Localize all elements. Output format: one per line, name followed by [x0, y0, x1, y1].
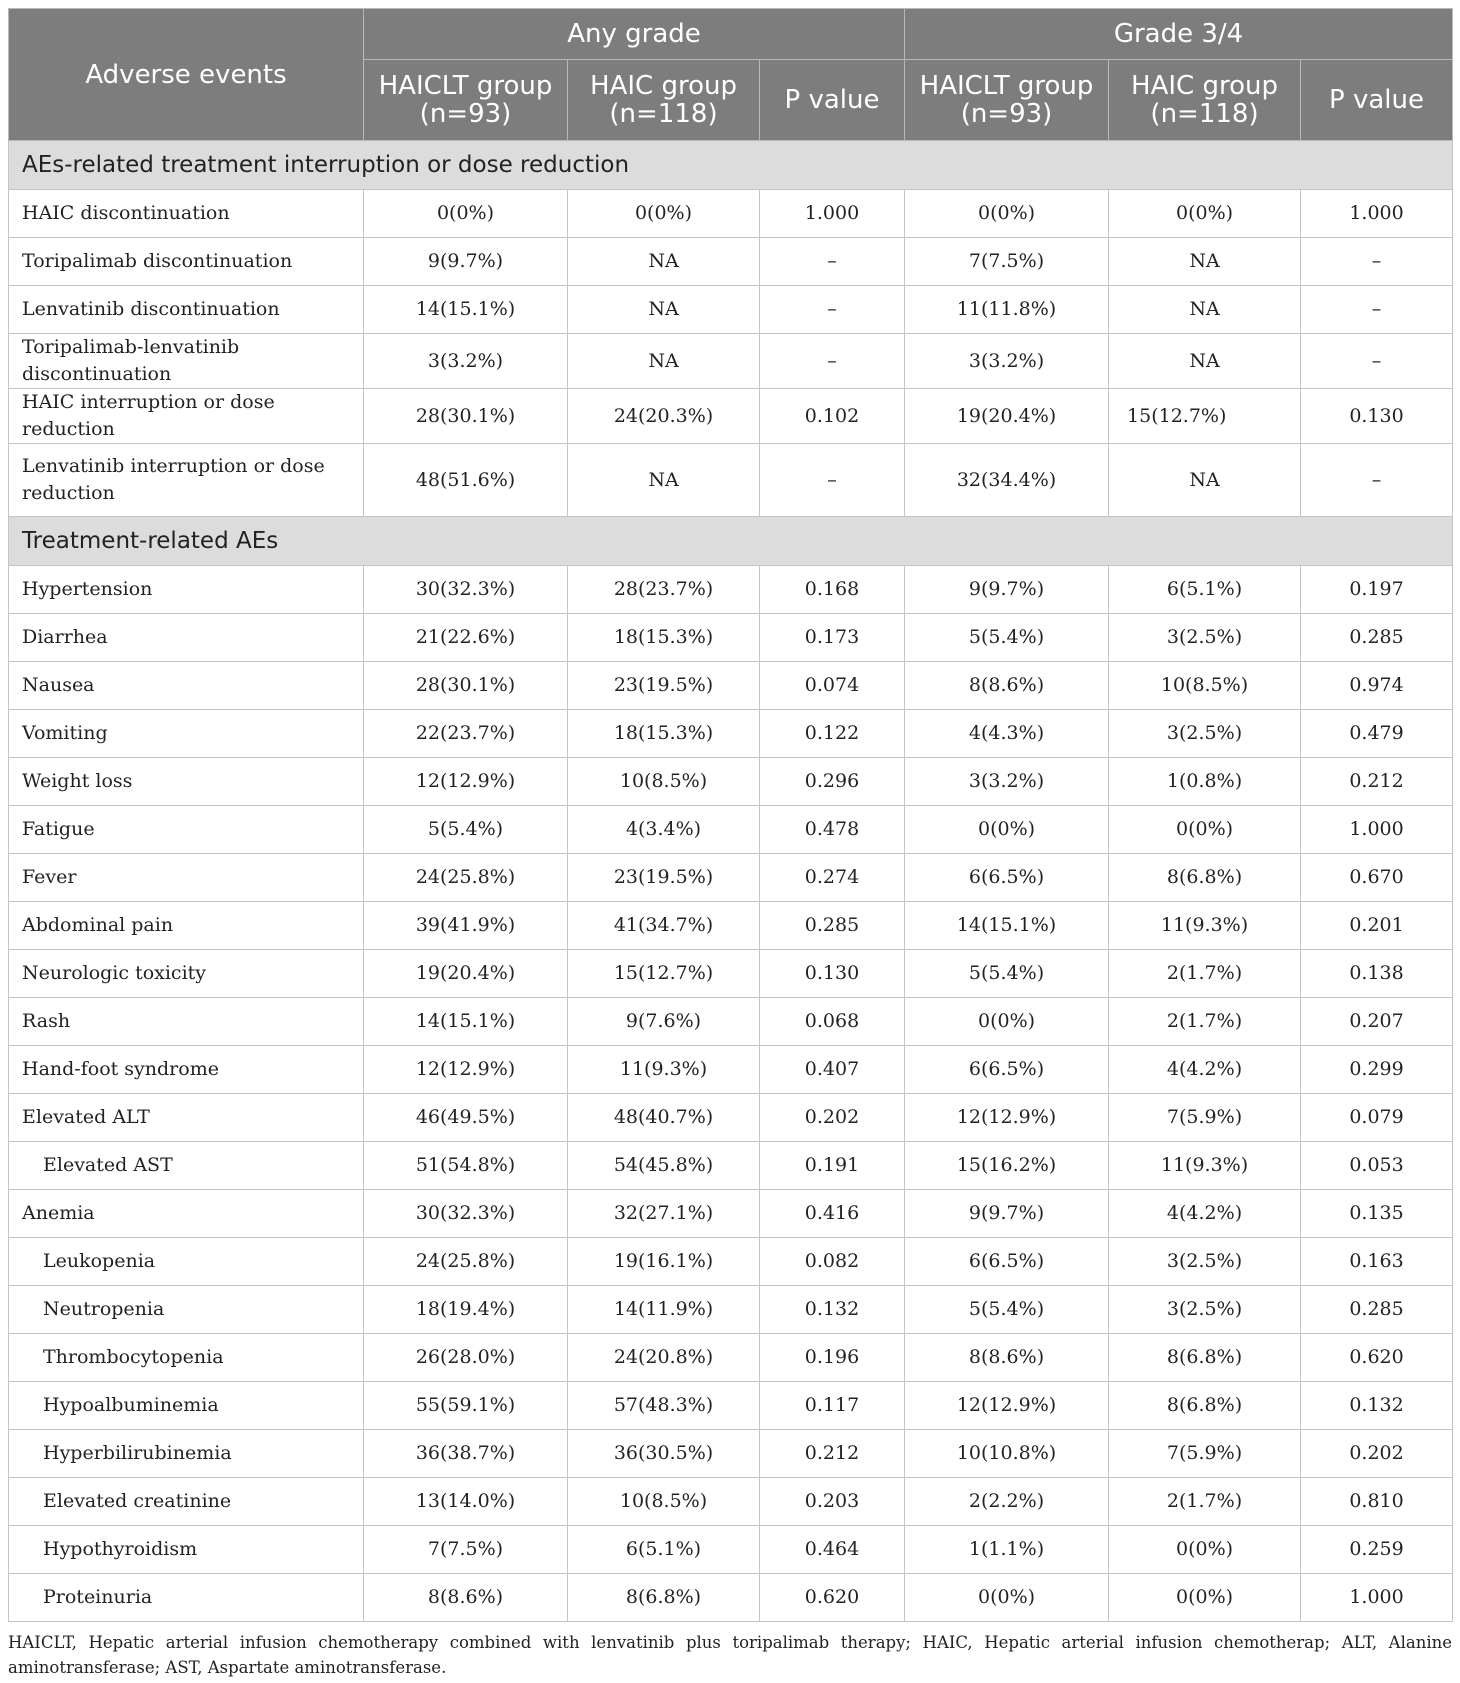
table-row: [9, 1046, 1453, 1094]
cell-g34-haiclt: 12(12.9%): [905, 1094, 1109, 1142]
cell-any-haiclt: 30(32.3%): [364, 1190, 568, 1238]
header-any-haic: HAIC group (n=118): [568, 60, 760, 141]
cell-g34-haiclt: 9(9.7%): [905, 1190, 1109, 1238]
cell-any-haiclt: 8(8.6%): [364, 1574, 568, 1622]
cell-any-p-value: 0.620: [760, 1574, 905, 1622]
cell-any-haic: 28(23.7%): [568, 566, 760, 614]
cell-g34-haiclt: 11(11.8%): [905, 286, 1109, 334]
page: [8, 8, 1452, 1680]
cell-g34-haic: NA: [1109, 334, 1301, 389]
table-row: [9, 614, 1453, 662]
cell-any-p-value: –: [760, 286, 905, 334]
table-row: [9, 1478, 1453, 1526]
table-row: [9, 334, 1453, 389]
cell-g34-haic: NA: [1109, 444, 1301, 517]
table-row: [9, 710, 1453, 758]
row-label: Hypoalbuminemia: [9, 1382, 364, 1430]
cell-any-haiclt: 21(22.6%): [364, 614, 568, 662]
row-label: Fever: [9, 854, 364, 902]
cell-g34-haic: 0(0%): [1109, 1526, 1301, 1574]
table-row: [9, 1190, 1453, 1238]
cell-any-haiclt: 19(20.4%): [364, 950, 568, 998]
header-any-grade: Any grade: [364, 9, 905, 60]
table-row: [9, 1526, 1453, 1574]
cell-g34-haiclt: 3(3.2%): [905, 334, 1109, 389]
cell-g34-p-value: 0.974: [1301, 662, 1453, 710]
cell-g34-p-value: 0.285: [1301, 1286, 1453, 1334]
table-row: [9, 1382, 1453, 1430]
row-label: Toripalimab discontinuation: [9, 238, 364, 286]
cell-any-haic: NA: [568, 238, 760, 286]
cell-any-haic: 23(19.5%): [568, 662, 760, 710]
table-row: [9, 1094, 1453, 1142]
cell-any-haic: 11(9.3%): [568, 1046, 760, 1094]
cell-any-p-value: 0.122: [760, 710, 905, 758]
header-adverse-events: Adverse events: [9, 9, 364, 141]
header-grade34: Grade 3/4: [905, 9, 1453, 60]
cell-any-p-value: 0.173: [760, 614, 905, 662]
cell-any-p-value: 0.407: [760, 1046, 905, 1094]
row-label: Thrombocytopenia: [9, 1334, 364, 1382]
cell-any-p-value: –: [760, 334, 905, 389]
table-row: [9, 444, 1453, 517]
cell-g34-p-value: –: [1301, 334, 1453, 389]
cell-any-haiclt: 12(12.9%): [364, 1046, 568, 1094]
cell-any-p-value: 0.464: [760, 1526, 905, 1574]
cell-g34-haiclt: 0(0%): [905, 190, 1109, 238]
cell-g34-p-value: –: [1301, 286, 1453, 334]
row-label: Toripalimab-lenvatinib discontinuation: [9, 334, 364, 389]
cell-any-haiclt: 14(15.1%): [364, 998, 568, 1046]
table-row: [9, 566, 1453, 614]
cell-g34-haiclt: 8(8.6%): [905, 662, 1109, 710]
adverse-events-table: [8, 8, 1453, 1622]
cell-g34-haic: 3(2.5%): [1109, 1286, 1301, 1334]
cell-any-haic: 24(20.3%): [568, 389, 760, 444]
section-row: [9, 517, 1453, 566]
cell-g34-p-value: 0.079: [1301, 1094, 1453, 1142]
cell-g34-haic: 0(0%): [1109, 190, 1301, 238]
cell-g34-haiclt: 6(6.5%): [905, 1046, 1109, 1094]
header-any-p-value: P value: [760, 60, 905, 141]
cell-g34-haiclt: 2(2.2%): [905, 1478, 1109, 1526]
cell-any-p-value: 0.132: [760, 1286, 905, 1334]
cell-any-haic: 54(45.8%): [568, 1142, 760, 1190]
cell-any-haiclt: 22(23.7%): [364, 710, 568, 758]
cell-any-p-value: 0.074: [760, 662, 905, 710]
cell-g34-haic: 2(1.7%): [1109, 998, 1301, 1046]
table-body: [9, 141, 1453, 1622]
table-header: [9, 9, 1453, 141]
cell-any-p-value: –: [760, 238, 905, 286]
row-label: Hypertension: [9, 566, 364, 614]
cell-any-haiclt: 18(19.4%): [364, 1286, 568, 1334]
cell-any-p-value: 0.082: [760, 1238, 905, 1286]
table-row: [9, 286, 1453, 334]
cell-g34-haiclt: 19(20.4%): [905, 389, 1109, 444]
cell-g34-p-value: 0.053: [1301, 1142, 1453, 1190]
table-row: [9, 902, 1453, 950]
row-label: Proteinuria: [9, 1574, 364, 1622]
cell-any-haiclt: 13(14.0%): [364, 1478, 568, 1526]
cell-g34-haic: 10(8.5%): [1109, 662, 1301, 710]
cell-g34-haic: 8(6.8%): [1109, 1334, 1301, 1382]
cell-any-haiclt: 51(54.8%): [364, 1142, 568, 1190]
cell-g34-p-value: 0.810: [1301, 1478, 1453, 1526]
cell-g34-haiclt: 6(6.5%): [905, 1238, 1109, 1286]
cell-any-p-value: 0.168: [760, 566, 905, 614]
cell-any-haic: 48(40.7%): [568, 1094, 760, 1142]
cell-g34-haic: 15(12.7%): [1109, 389, 1301, 444]
cell-g34-haiclt: 0(0%): [905, 1574, 1109, 1622]
row-label: Fatigue: [9, 806, 364, 854]
cell-g34-p-value: 0.212: [1301, 758, 1453, 806]
cell-any-haiclt: 48(51.6%): [364, 444, 568, 517]
cell-any-haic: 18(15.3%): [568, 614, 760, 662]
cell-g34-p-value: 1.000: [1301, 1574, 1453, 1622]
row-label: Nausea: [9, 662, 364, 710]
row-label: Leukopenia: [9, 1238, 364, 1286]
cell-g34-haic: 7(5.9%): [1109, 1094, 1301, 1142]
cell-any-haic: 32(27.1%): [568, 1190, 760, 1238]
cell-g34-haiclt: 0(0%): [905, 806, 1109, 854]
header-any-haiclt: HAICLT group (n=93): [364, 60, 568, 141]
section-row: [9, 141, 1453, 190]
cell-any-haiclt: 5(5.4%): [364, 806, 568, 854]
cell-g34-p-value: 0.138: [1301, 950, 1453, 998]
cell-any-haic: NA: [568, 444, 760, 517]
cell-any-p-value: 0.130: [760, 950, 905, 998]
cell-any-p-value: 0.191: [760, 1142, 905, 1190]
row-label: Hypothyroidism: [9, 1526, 364, 1574]
table-row: [9, 998, 1453, 1046]
cell-g34-haic: NA: [1109, 238, 1301, 286]
table-row: [9, 1238, 1453, 1286]
cell-any-p-value: 0.102: [760, 389, 905, 444]
cell-any-haic: 4(3.4%): [568, 806, 760, 854]
cell-g34-haic: 4(4.2%): [1109, 1190, 1301, 1238]
cell-any-haic: 15(12.7%): [568, 950, 760, 998]
cell-any-haic: 8(6.8%): [568, 1574, 760, 1622]
row-label: Elevated creatinine: [9, 1478, 364, 1526]
cell-any-p-value: 0.203: [760, 1478, 905, 1526]
table-row: [9, 662, 1453, 710]
row-label: Rash: [9, 998, 364, 1046]
table-row: [9, 1430, 1453, 1478]
cell-any-haiclt: 46(49.5%): [364, 1094, 568, 1142]
cell-any-haic: 0(0%): [568, 190, 760, 238]
cell-g34-p-value: 0.135: [1301, 1190, 1453, 1238]
table-row: [9, 389, 1453, 444]
cell-g34-p-value: 0.620: [1301, 1334, 1453, 1382]
cell-g34-p-value: 0.163: [1301, 1238, 1453, 1286]
cell-g34-p-value: 0.197: [1301, 566, 1453, 614]
cell-any-p-value: 0.068: [760, 998, 905, 1046]
table-row: [9, 950, 1453, 998]
row-label: Weight loss: [9, 758, 364, 806]
section-title: Treatment-related AEs: [9, 517, 1453, 566]
cell-g34-p-value: –: [1301, 444, 1453, 517]
table-row: [9, 806, 1453, 854]
cell-g34-haic: 3(2.5%): [1109, 1238, 1301, 1286]
table-footnote: HAICLT, Hepatic arterial infusion chemotherapy combined with lenvatinib plus toripalimab therapy; HAIC, Hepatic arterial infusion chemotherap; ALT, Alanine aminotransferase; AST, Aspartate aminotransferase.: [8, 1633, 1452, 1677]
cell-g34-p-value: 1.000: [1301, 806, 1453, 854]
cell-g34-haiclt: 32(34.4%): [905, 444, 1109, 517]
cell-any-p-value: 0.117: [760, 1382, 905, 1430]
cell-any-haic: 10(8.5%): [568, 758, 760, 806]
cell-g34-haiclt: 5(5.4%): [905, 1286, 1109, 1334]
cell-g34-haiclt: 12(12.9%): [905, 1382, 1109, 1430]
row-label: Abdominal pain: [9, 902, 364, 950]
table-row: [9, 1286, 1453, 1334]
cell-g34-haiclt: 0(0%): [905, 998, 1109, 1046]
cell-g34-haic: NA: [1109, 286, 1301, 334]
cell-g34-p-value: 0.132: [1301, 1382, 1453, 1430]
row-label: Elevated AST: [9, 1142, 364, 1190]
cell-g34-haic: 3(2.5%): [1109, 710, 1301, 758]
cell-any-haic: 57(48.3%): [568, 1382, 760, 1430]
cell-g34-haiclt: 4(4.3%): [905, 710, 1109, 758]
table-row: [9, 238, 1453, 286]
cell-any-p-value: 0.416: [760, 1190, 905, 1238]
table-row: [9, 758, 1453, 806]
cell-any-p-value: 0.196: [760, 1334, 905, 1382]
cell-any-haiclt: 30(32.3%): [364, 566, 568, 614]
cell-any-haiclt: 28(30.1%): [364, 662, 568, 710]
cell-g34-p-value: 0.299: [1301, 1046, 1453, 1094]
cell-any-p-value: 0.285: [760, 902, 905, 950]
table-row: [9, 190, 1453, 238]
cell-g34-haic: 11(9.3%): [1109, 902, 1301, 950]
cell-g34-haiclt: 8(8.6%): [905, 1334, 1109, 1382]
cell-any-p-value: 0.478: [760, 806, 905, 854]
cell-any-haic: 24(20.8%): [568, 1334, 760, 1382]
cell-any-p-value: –: [760, 444, 905, 517]
cell-g34-p-value: 0.202: [1301, 1430, 1453, 1478]
cell-any-haiclt: 7(7.5%): [364, 1526, 568, 1574]
table-row: [9, 854, 1453, 902]
cell-g34-haiclt: 3(3.2%): [905, 758, 1109, 806]
cell-any-haiclt: 26(28.0%): [364, 1334, 568, 1382]
cell-any-haic: NA: [568, 286, 760, 334]
cell-any-p-value: 0.202: [760, 1094, 905, 1142]
cell-any-haiclt: 28(30.1%): [364, 389, 568, 444]
header-g34-haic: HAIC group (n=118): [1109, 60, 1301, 141]
cell-g34-haic: 8(6.8%): [1109, 854, 1301, 902]
cell-any-haic: 36(30.5%): [568, 1430, 760, 1478]
cell-g34-p-value: 0.285: [1301, 614, 1453, 662]
cell-any-haiclt: 0(0%): [364, 190, 568, 238]
row-label: Anemia: [9, 1190, 364, 1238]
section-title: AEs-related treatment interruption or dose reduction: [9, 141, 1453, 190]
cell-g34-p-value: 1.000: [1301, 190, 1453, 238]
row-label: Diarrhea: [9, 614, 364, 662]
row-label: HAIC discontinuation: [9, 190, 364, 238]
cell-g34-haiclt: 14(15.1%): [905, 902, 1109, 950]
cell-any-p-value: 1.000: [760, 190, 905, 238]
cell-any-haic: 9(7.6%): [568, 998, 760, 1046]
cell-any-haic: 18(15.3%): [568, 710, 760, 758]
cell-g34-haic: 2(1.7%): [1109, 1478, 1301, 1526]
cell-g34-haic: 8(6.8%): [1109, 1382, 1301, 1430]
cell-g34-p-value: 0.130: [1301, 389, 1453, 444]
cell-g34-haic: 11(9.3%): [1109, 1142, 1301, 1190]
cell-any-haiclt: 36(38.7%): [364, 1430, 568, 1478]
cell-g34-haic: 1(0.8%): [1109, 758, 1301, 806]
cell-g34-haic: 0(0%): [1109, 806, 1301, 854]
cell-any-haic: 19(16.1%): [568, 1238, 760, 1286]
cell-any-haic: 10(8.5%): [568, 1478, 760, 1526]
cell-g34-haic: 4(4.2%): [1109, 1046, 1301, 1094]
cell-g34-p-value: 0.479: [1301, 710, 1453, 758]
cell-g34-haic: 3(2.5%): [1109, 614, 1301, 662]
cell-g34-haiclt: 7(7.5%): [905, 238, 1109, 286]
cell-g34-haiclt: 9(9.7%): [905, 566, 1109, 614]
row-label: Vomiting: [9, 710, 364, 758]
cell-any-haiclt: 55(59.1%): [364, 1382, 568, 1430]
cell-any-haic: 14(11.9%): [568, 1286, 760, 1334]
cell-any-p-value: 0.212: [760, 1430, 905, 1478]
cell-g34-haic: 2(1.7%): [1109, 950, 1301, 998]
row-label: Neurologic toxicity: [9, 950, 364, 998]
cell-g34-haiclt: 6(6.5%): [905, 854, 1109, 902]
cell-g34-p-value: 0.207: [1301, 998, 1453, 1046]
row-label: HAIC interruption or dose reduction: [9, 389, 364, 444]
table-row: [9, 1574, 1453, 1622]
cell-g34-haic: 0(0%): [1109, 1574, 1301, 1622]
row-label: Hand-foot syndrome: [9, 1046, 364, 1094]
cell-g34-haiclt: 5(5.4%): [905, 614, 1109, 662]
row-label: Lenvatinib interruption or dose reduction: [9, 444, 364, 517]
cell-any-haiclt: 12(12.9%): [364, 758, 568, 806]
cell-g34-haiclt: 10(10.8%): [905, 1430, 1109, 1478]
table-row: [9, 1334, 1453, 1382]
cell-any-haiclt: 9(9.7%): [364, 238, 568, 286]
cell-any-haiclt: 39(41.9%): [364, 902, 568, 950]
cell-g34-haic: 6(5.1%): [1109, 566, 1301, 614]
cell-any-haic: NA: [568, 334, 760, 389]
cell-any-p-value: 0.296: [760, 758, 905, 806]
cell-any-haic: 23(19.5%): [568, 854, 760, 902]
cell-any-haiclt: 24(25.8%): [364, 854, 568, 902]
header-g34-haiclt: HAICLT group (n=93): [905, 60, 1109, 141]
cell-g34-haiclt: 15(16.2%): [905, 1142, 1109, 1190]
cell-any-haic: 41(34.7%): [568, 902, 760, 950]
table-row: [9, 1142, 1453, 1190]
cell-g34-p-value: –: [1301, 238, 1453, 286]
cell-g34-p-value: 0.201: [1301, 902, 1453, 950]
row-label: Neutropenia: [9, 1286, 364, 1334]
cell-any-haiclt: 3(3.2%): [364, 334, 568, 389]
row-label: Hyperbilirubinemia: [9, 1430, 364, 1478]
cell-g34-haiclt: 1(1.1%): [905, 1526, 1109, 1574]
cell-any-haic: 6(5.1%): [568, 1526, 760, 1574]
cell-g34-p-value: 0.259: [1301, 1526, 1453, 1574]
header-row-groups: [9, 9, 1453, 60]
cell-any-haiclt: 24(25.8%): [364, 1238, 568, 1286]
header-g34-p-value: P value: [1301, 60, 1453, 141]
cell-g34-p-value: 0.670: [1301, 854, 1453, 902]
cell-any-p-value: 0.274: [760, 854, 905, 902]
cell-g34-haiclt: 5(5.4%): [905, 950, 1109, 998]
cell-g34-haic: 7(5.9%): [1109, 1430, 1301, 1478]
cell-any-haiclt: 14(15.1%): [364, 286, 568, 334]
row-label: Elevated ALT: [9, 1094, 364, 1142]
row-label: Lenvatinib discontinuation: [9, 286, 364, 334]
